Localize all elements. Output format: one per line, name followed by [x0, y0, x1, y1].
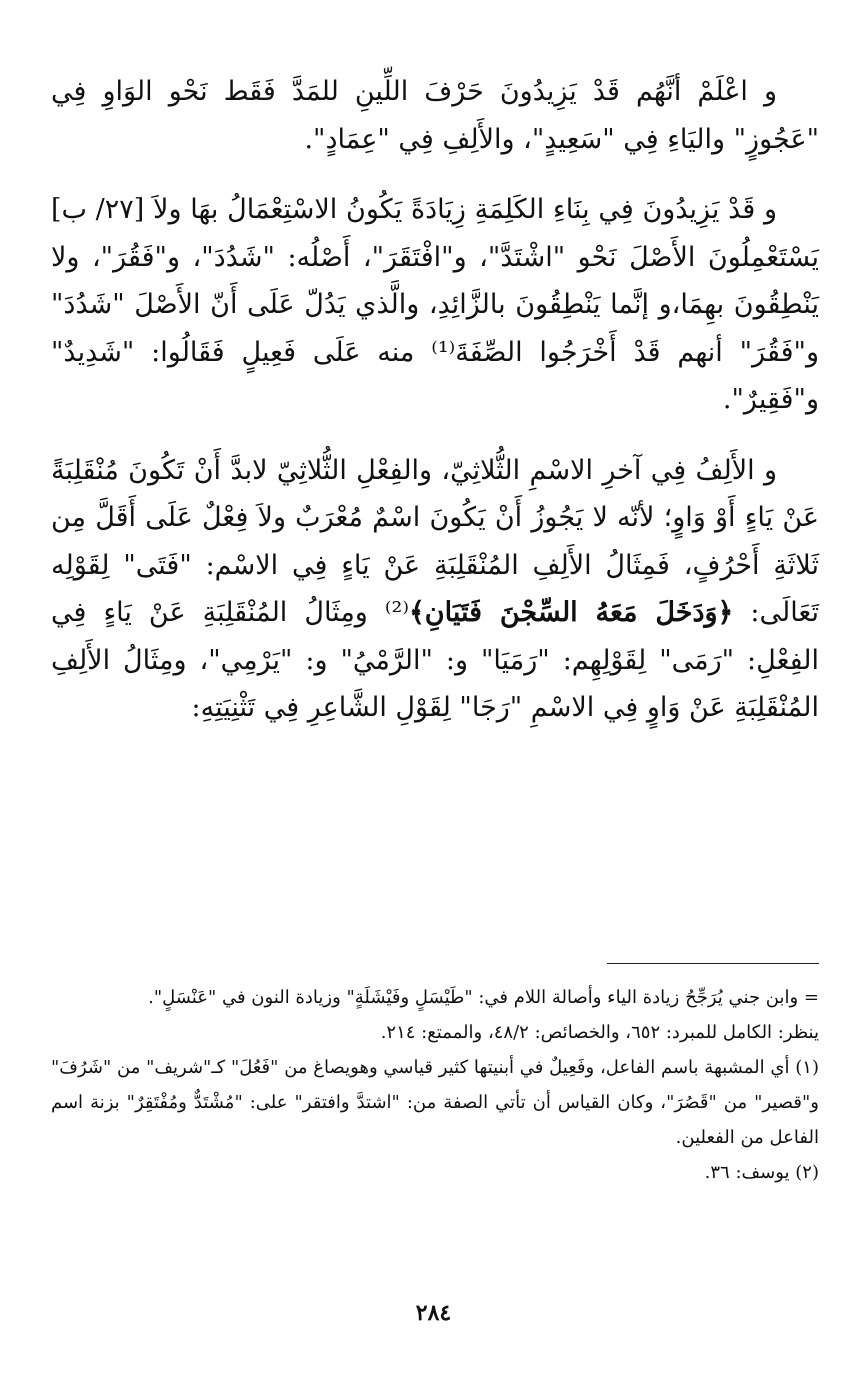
footnote-2: (٢) يوسف: ٣٦. [704, 1162, 819, 1183]
paragraph-3 [51, 447, 819, 732]
main-text [51, 68, 819, 732]
paragraph-2: و قَدْ يَزِيدُونَ فِي بِنَاءِ الكَلِمَةِ زِيَادَةً يَكُونُ الاسْتِعْمَالُ بهَا ولاَ [٢٧/ ب] يَسْتَعْمِلُونَ الأَصْلَ نَحْو "اشْتَدَّ"، و"افْتَقَرَ"، أَصْلُه: "شَدُدَ"، و"فَقُرَ"، ولا يَنْطِقُونَ بهِمَا،و إنَّما يَنْطِقُونَ بالزَّائِدِ، والَّذي يَدُلّ عَلَى أَنّ الأَصْلَ "شَدُدَ" و"فَقُرَ" أنهم قَدْ أَخْرَجُوا الصِّفَةَ⁽¹⁾ منه عَلَى فَعِيلٍ فَقَالُوا: "شَدِيدٌ" و"فَقِيرٌ". [51, 194, 819, 415]
page-number: ٢٨٤ [415, 1300, 452, 1326]
paragraph-3-end: ⁽²⁾ ومِثَالُ المُنْقَلِبَةِ عَنْ يَاءٍ فِي الفِعْلِ: "رَمَى" لِقَوْلِهِم: "رَمَيَا" و: "الرَّمْيُ" و: "يَرْمِي"، ومِثَالُ الأَلِفِ المُنْقَلِبَةِ عَنْ وَاوٍ فِي الاسْمِ "رَجَا" لِقَوْلِ الشَّاعِرِ فِي تَثْنِيَتِهِ: [51, 597, 819, 723]
footnote-continuation-line-2: ينظر: الكامل للمبرد: ٦٥٢، والخصائص: ٤٨/٢، والممتع: ٢١٤. [380, 1022, 819, 1043]
paragraph-3-start: و الأَلِفُ فِي آخرِ الاسْمِ الثُّلاثِيّ، والفِعْلِ الثُّلاثِيّ لابدَّ أَنْ تَكُونَ مُنْقَلِبَةً عَنْ يَاءٍ أَوْ وَاوٍ؛ لأنّه لا يَجُوزُ أَنْ يَكُونَ اسْمٌ مُعْرَبٌ ولاَ فِعْلٌ عَلَى أَقَلَّ مِن ثَلاثَةِ أَحْرُفٍ، فَمِثَالُ الأَلِفِ المُنْقَلِبَةِ عَنْ يَاءٍ فِي الاسْم: "فَتَى" لِقَوْلِه تَعَالَى: [51, 454, 819, 628]
paragraph-1: و اعْلَمْ أنَّهُم قَدْ يَزِيدُونَ حَرْفَ اللِّينِ للمَدَّ فَقَط نَحْو الوَاوِ فِي "عَجُوزٍ" واليَاءِ فِي "سَعِيدٍ"، والأَلِفِ فِي "عِمَادٍ". [51, 76, 819, 155]
footnote-continuation-line-1: = وابن جني يُرَجِّحُ زيادة الياء وأصالة اللام في: "طَيْسَلٍ وفَيْشَلَةٍ" وزيادة النون في "عَنْسَلٍ". [148, 987, 819, 1008]
footnote-separator [607, 963, 819, 964]
footnote-1: (١) أي المشبهة باسم الفاعل، وفَعِيلٌ في أبنيتها كثير قياسي وهويصاغ من "فَعُلَ" كـ"شريف" من "شَرُفَ" و"قصير" من "قَصُرَ"، وكان القياس أن تأتي الصفة من: "اشتدَّ وافتقر" على: "مُشْتَدٌّ ومُفْتَقِرٌ" بزنة اسم الفاعل من الفعلين. [51, 1057, 819, 1148]
quran-verse: ﴿وَدَخَلَ مَعَهُ السِّجْنَ فَتَيَانِ﴾ [408, 597, 734, 628]
footnotes [51, 980, 819, 1190]
